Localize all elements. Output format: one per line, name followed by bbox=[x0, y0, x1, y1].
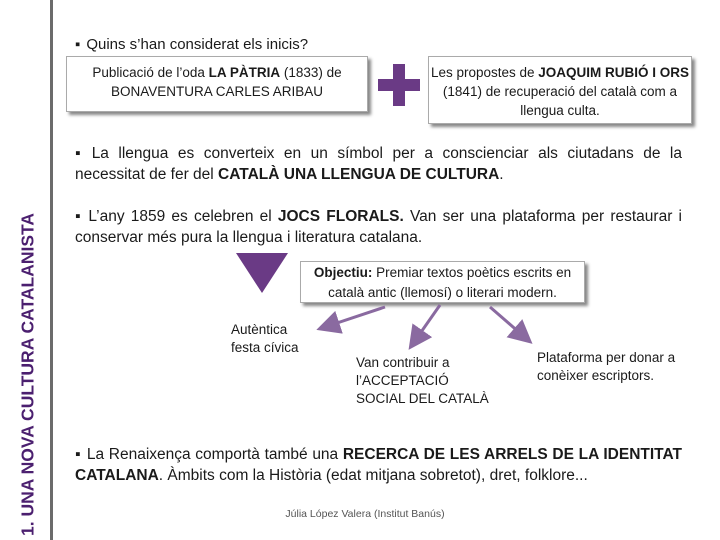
para3-post: . Àmbits com la Història (edat mitjana sobretot), dret, folklore... bbox=[158, 467, 588, 484]
paragraph-jocs-florals bbox=[75, 206, 682, 248]
arrow-to-social bbox=[412, 305, 440, 345]
objective-box bbox=[300, 261, 585, 303]
plus-icon bbox=[378, 64, 420, 106]
para1-post: . bbox=[499, 166, 504, 183]
question-text: Quins s’han considerat els inicis? bbox=[86, 36, 309, 53]
para2-bold: JOCS FLORALS. bbox=[277, 208, 404, 225]
label-civic-festival: Autèntica festa cívica bbox=[231, 322, 299, 355]
objective-label: Objectiu: bbox=[313, 265, 373, 280]
box-right-bold: JOAQUIM RUBIÓ I ORS bbox=[538, 65, 690, 80]
para3-pre: La Renaixença comportà també una bbox=[86, 446, 343, 463]
footer-credit: Júlia López Valera (Institut Banús) bbox=[285, 508, 445, 520]
box-la-patria bbox=[66, 56, 368, 112]
box-right-text-pre: Les propostes de bbox=[430, 65, 539, 80]
para1-pre: La llengua es converteix en un símbol per a conscienciar als ciutadans de la necessitat de fer del bbox=[75, 145, 682, 183]
box-left-text-post: (1833) de BONAVENTURA CARLES ARIBAU bbox=[110, 65, 342, 99]
arrow-to-civic bbox=[322, 307, 385, 328]
question-heading bbox=[75, 36, 308, 53]
para2-pre: L’any 1859 es celebren el bbox=[88, 208, 278, 225]
label-social-acceptance: Van contribuir a l’ACCEPTACIÓ SOCIAL DEL CATALÀ bbox=[356, 355, 489, 406]
para3-bold: RECERCA DE LES ARRELS DE LA IDENTITAT CATALANA bbox=[75, 446, 682, 484]
paragraph-renaixenca bbox=[75, 444, 682, 486]
box-right-text-post: (1841) de recuperació del català com a llengua culta. bbox=[442, 84, 678, 118]
box-left-text-pre: Publicació de l’oda bbox=[92, 65, 209, 80]
para2-post: Van ser una plataforma per restaurar i conservar més pura la llengua i literatura catalana. bbox=[75, 208, 682, 246]
arrow-to-platform bbox=[490, 307, 528, 340]
sidebar-divider bbox=[50, 0, 53, 540]
objective-text: Premiar textos poètics escrits en català antic (llemosí) o literari modern. bbox=[328, 265, 572, 300]
paragraph-language-symbol bbox=[75, 143, 682, 185]
sidebar-title: 1. UNA NOVA CULTURA CATALANISTA bbox=[17, 212, 38, 536]
box-rubio-ors bbox=[428, 56, 692, 124]
box-left-bold: LA PÀTRIA bbox=[208, 65, 281, 80]
para1-bold: CATALÀ UNA LLENGUA DE CULTURA bbox=[218, 166, 500, 183]
down-arrow-icon bbox=[236, 253, 288, 293]
label-platform: Plataforma per donar a conèixer escriptors. bbox=[537, 350, 676, 383]
